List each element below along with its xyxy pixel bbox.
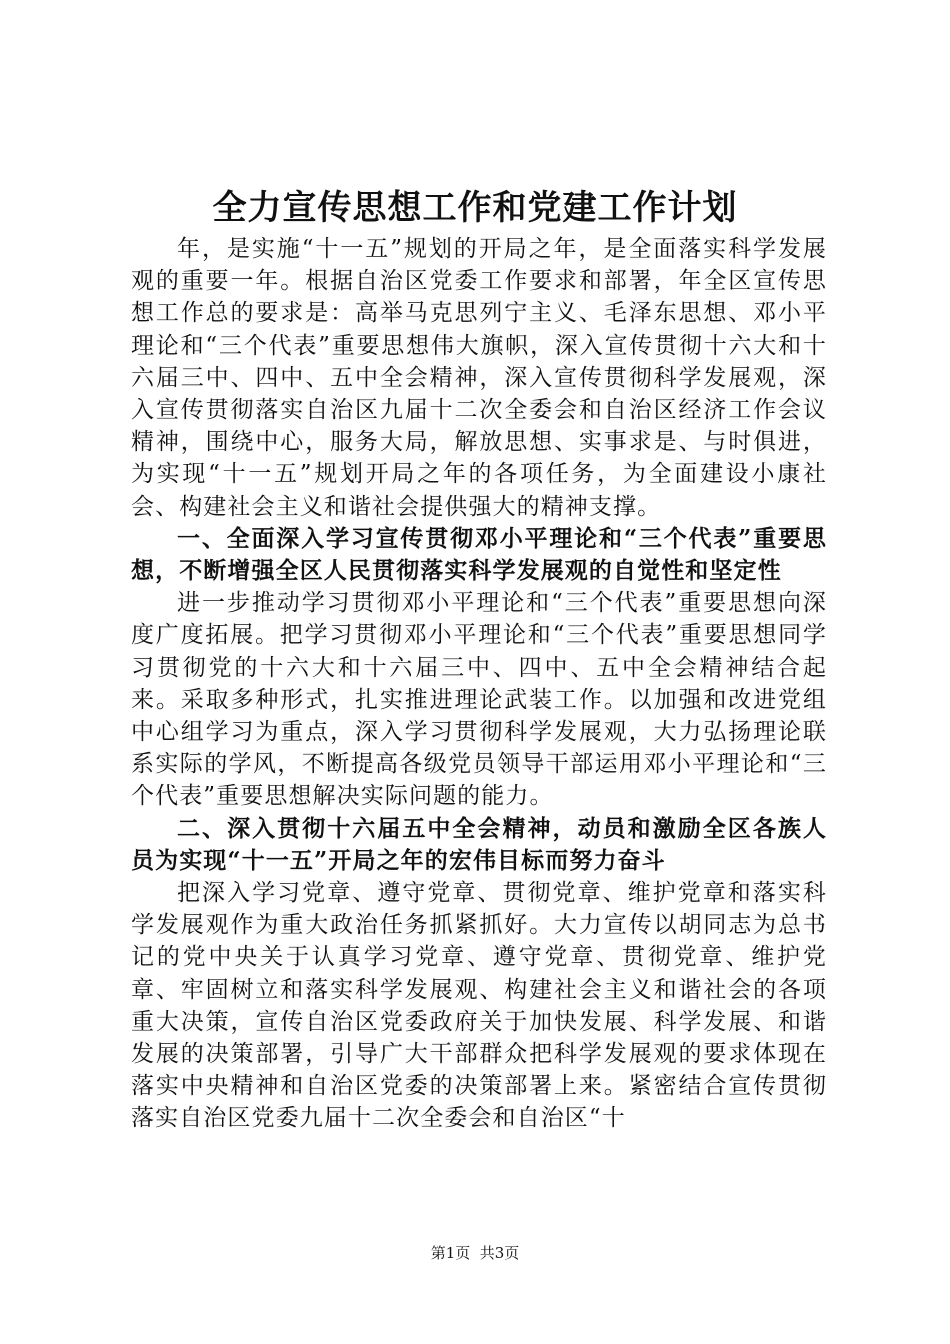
document-body [131, 233, 827, 1135]
section-heading-2: 二、深入贯彻十六届五中全会精神，动员和激励全区各族人员为实现“十一五”开局之年的宏伟目标而努力奋斗 [131, 814, 827, 874]
page-footer [0, 1243, 950, 1263]
page-number-indicator: 第1页 共3页 [430, 1244, 520, 1262]
section-heading-1: 一、全面深入学习宣传贯彻邓小平理论和“三个代表”重要思想，不断增强全区人民贯彻落实科学发展观的自觉性和坚定性 [131, 524, 827, 585]
section-2-paragraph: 把深入学习党章、遵守党章、贯彻党章、维护党章和落实科学发展观作为重大政治任务抓紧抓好。大力宣传以胡同志为总书记的党中央关于认真学习党章、遵守党章、贯彻党章、维护党章、牢固树立和落实科学发展观、构建社会主义和谐社会的各项重大决策，宣传自治区党委政府关于加快发展、科学发展、和谐发展的决策部署，引导广大干部群众把科学发展观的要求体现在落实中央精神和自治区党委的决策部署上来。紧密结合宣传贯彻落实自治区党委九届十二次全委会和自治区“十 [131, 880, 827, 1132]
intro-paragraph: 年，是实施“十一五”规划的开局之年，是全面落实科学发展观的重要一年。根据自治区党委工作要求和部署，年全区宣传思想工作总的要求是：高举马克思列宁主义、毛泽东思想、邓小平理论和“三个代表”重要思想伟大旗帜，深入宣传贯彻十六大和十六届三中、四中、五中全会精神，深入宣传贯彻科学发展观，深入宣传贯彻落实自治区九届十二次全委会和自治区经济工作会议精神，围绕中心，服务大局，解放思想、实事求是、与时俱进，为实现“十一五”规划开局之年的各项任务，为全面建设小康社会、构建社会主义和谐社会提供强大的精神支撑。 [131, 236, 827, 520]
document-title: 全力宣传思想工作和党建工作计划 [212, 188, 738, 228]
section-1-paragraph: 进一步推动学习贯彻邓小平理论和“三个代表”重要思想向深度广度拓展。把学习贯彻邓小平理论和“三个代表”重要思想同学习贯彻党的十六大和十六届三中、四中、五中全会精神结合起来。采取多种形式，扎实推进理论武装工作。以加强和改进党组中心组学习为重点，深入学习贯彻科学发展观，大力弘扬理论联系实际的学风，不断提高各级党员领导干部运用邓小平理论和“三个代表”重要思想解决实际问题的能力。 [131, 590, 827, 810]
